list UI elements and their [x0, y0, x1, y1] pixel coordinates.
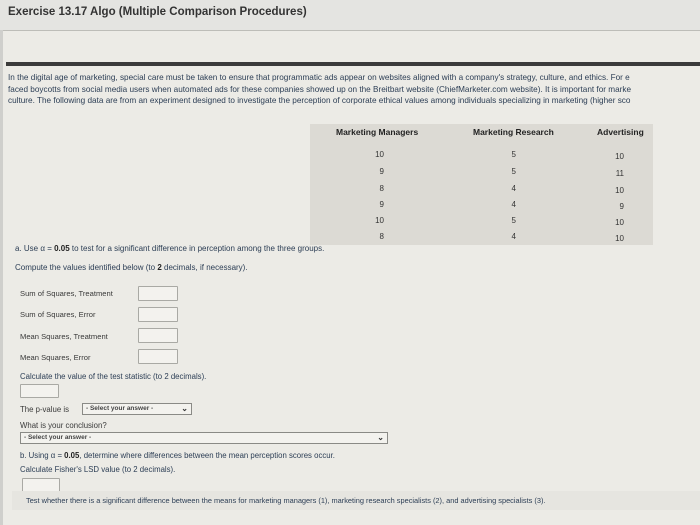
intro-line: culture. The following data are from an experiment designed to investigate the perception of corporate ethical values among individuals specializing in marketing (higher sco	[8, 96, 631, 105]
intro-paragraph	[8, 72, 700, 107]
part-a-question	[15, 244, 324, 253]
title-bar	[0, 0, 700, 30]
table-cell: 5	[511, 150, 516, 159]
test-stat-input[interactable]	[20, 384, 59, 398]
table-cell: 4	[511, 200, 516, 209]
ss-error-input[interactable]	[138, 307, 178, 322]
table-cell: 10	[615, 186, 624, 195]
conclusion-label: What is your conclusion?	[20, 421, 107, 430]
header-marketing-research: Marketing Research	[473, 127, 554, 137]
table-cell: 5	[511, 167, 516, 176]
table-cell: 4	[511, 184, 516, 193]
table-cell: 9	[619, 202, 624, 211]
ms-error-label: Mean Squares, Error	[20, 353, 91, 362]
part-b-question	[20, 451, 335, 460]
ss-treatment-label: Sum of Squares, Treatment	[20, 289, 113, 298]
part-a-alpha: 0.05	[54, 244, 70, 253]
ms-treatment-input[interactable]	[138, 328, 178, 343]
table-cell: 10	[615, 152, 624, 161]
table-cell: 9	[379, 200, 384, 209]
data-table	[310, 124, 653, 245]
exercise-title: Exercise 13.17 Algo (Multiple Comparison Procedures)	[8, 6, 307, 18]
conclusion-select[interactable]	[20, 432, 388, 444]
chevron-down-icon: ⌄	[181, 404, 188, 413]
header-marketing-managers: Marketing Managers	[336, 127, 419, 137]
table-cell: 11	[615, 169, 624, 178]
table-cell: 4	[511, 232, 516, 241]
table-cell: 5	[511, 216, 516, 225]
test-stat-prompt: Calculate the value of the test statistic (to 2 decimals).	[20, 372, 207, 381]
table-cell: 10	[375, 150, 384, 159]
p-value-select[interactable]	[82, 403, 192, 415]
table-cell: 10	[615, 234, 624, 243]
header-advertising: Advertising	[597, 127, 644, 137]
ms-error-input[interactable]	[138, 349, 178, 364]
table-cell: 10	[375, 216, 384, 225]
table-cell: 9	[379, 167, 384, 176]
intro-line: faced boycotts from social media users when automated ads for these companies showed up on the Breitbart website (ChiefMarketer.com website). It is important for marke	[8, 84, 631, 94]
test-whether-text: Test whether there is a significant difference between the means for marketing managers (1), marketing research specialists (2), and advertising specialists (3).	[26, 496, 546, 505]
p-value-select-text: - Select your answer -	[86, 405, 154, 412]
lsd-prompt: Calculate Fisher's LSD value (to 2 decimals).	[20, 465, 176, 474]
part-a-suffix: to test for a significant difference in perception among the three groups.	[69, 244, 325, 253]
part-b-prefix: b. Using α =	[20, 451, 65, 460]
part-a-prefix: a. Use α =	[15, 244, 55, 253]
compute-prefix: Compute the values identified below (to	[15, 263, 158, 272]
part-b-alpha: 0.05	[64, 451, 80, 460]
intro-line: In the digital age of marketing, special care must be taken to ensure that programmatic ads appear on websites aligned with a company's strategy, culture, and ethics. For e	[8, 73, 630, 82]
ms-treatment-label: Mean Squares, Treatment	[20, 332, 108, 341]
part-b-suffix: , determine where differences between the mean perception scores occur.	[79, 451, 335, 460]
table-cell: 8	[379, 232, 384, 241]
compute-decimals: 2	[157, 263, 162, 272]
table-cell: 10	[615, 218, 624, 227]
lsd-input[interactable]	[22, 478, 60, 492]
p-value-label: The p-value is	[20, 405, 69, 414]
table-cell: 8	[379, 184, 384, 193]
ss-error-label: Sum of Squares, Error	[20, 310, 96, 319]
chevron-down-icon: ⌄	[377, 433, 384, 442]
compute-prompt	[15, 263, 248, 272]
conclusion-select-text: - Select your answer -	[24, 434, 92, 441]
section-divider	[6, 62, 700, 66]
compute-suffix: decimals, if necessary).	[161, 263, 248, 272]
ss-treatment-input[interactable]	[138, 286, 178, 301]
